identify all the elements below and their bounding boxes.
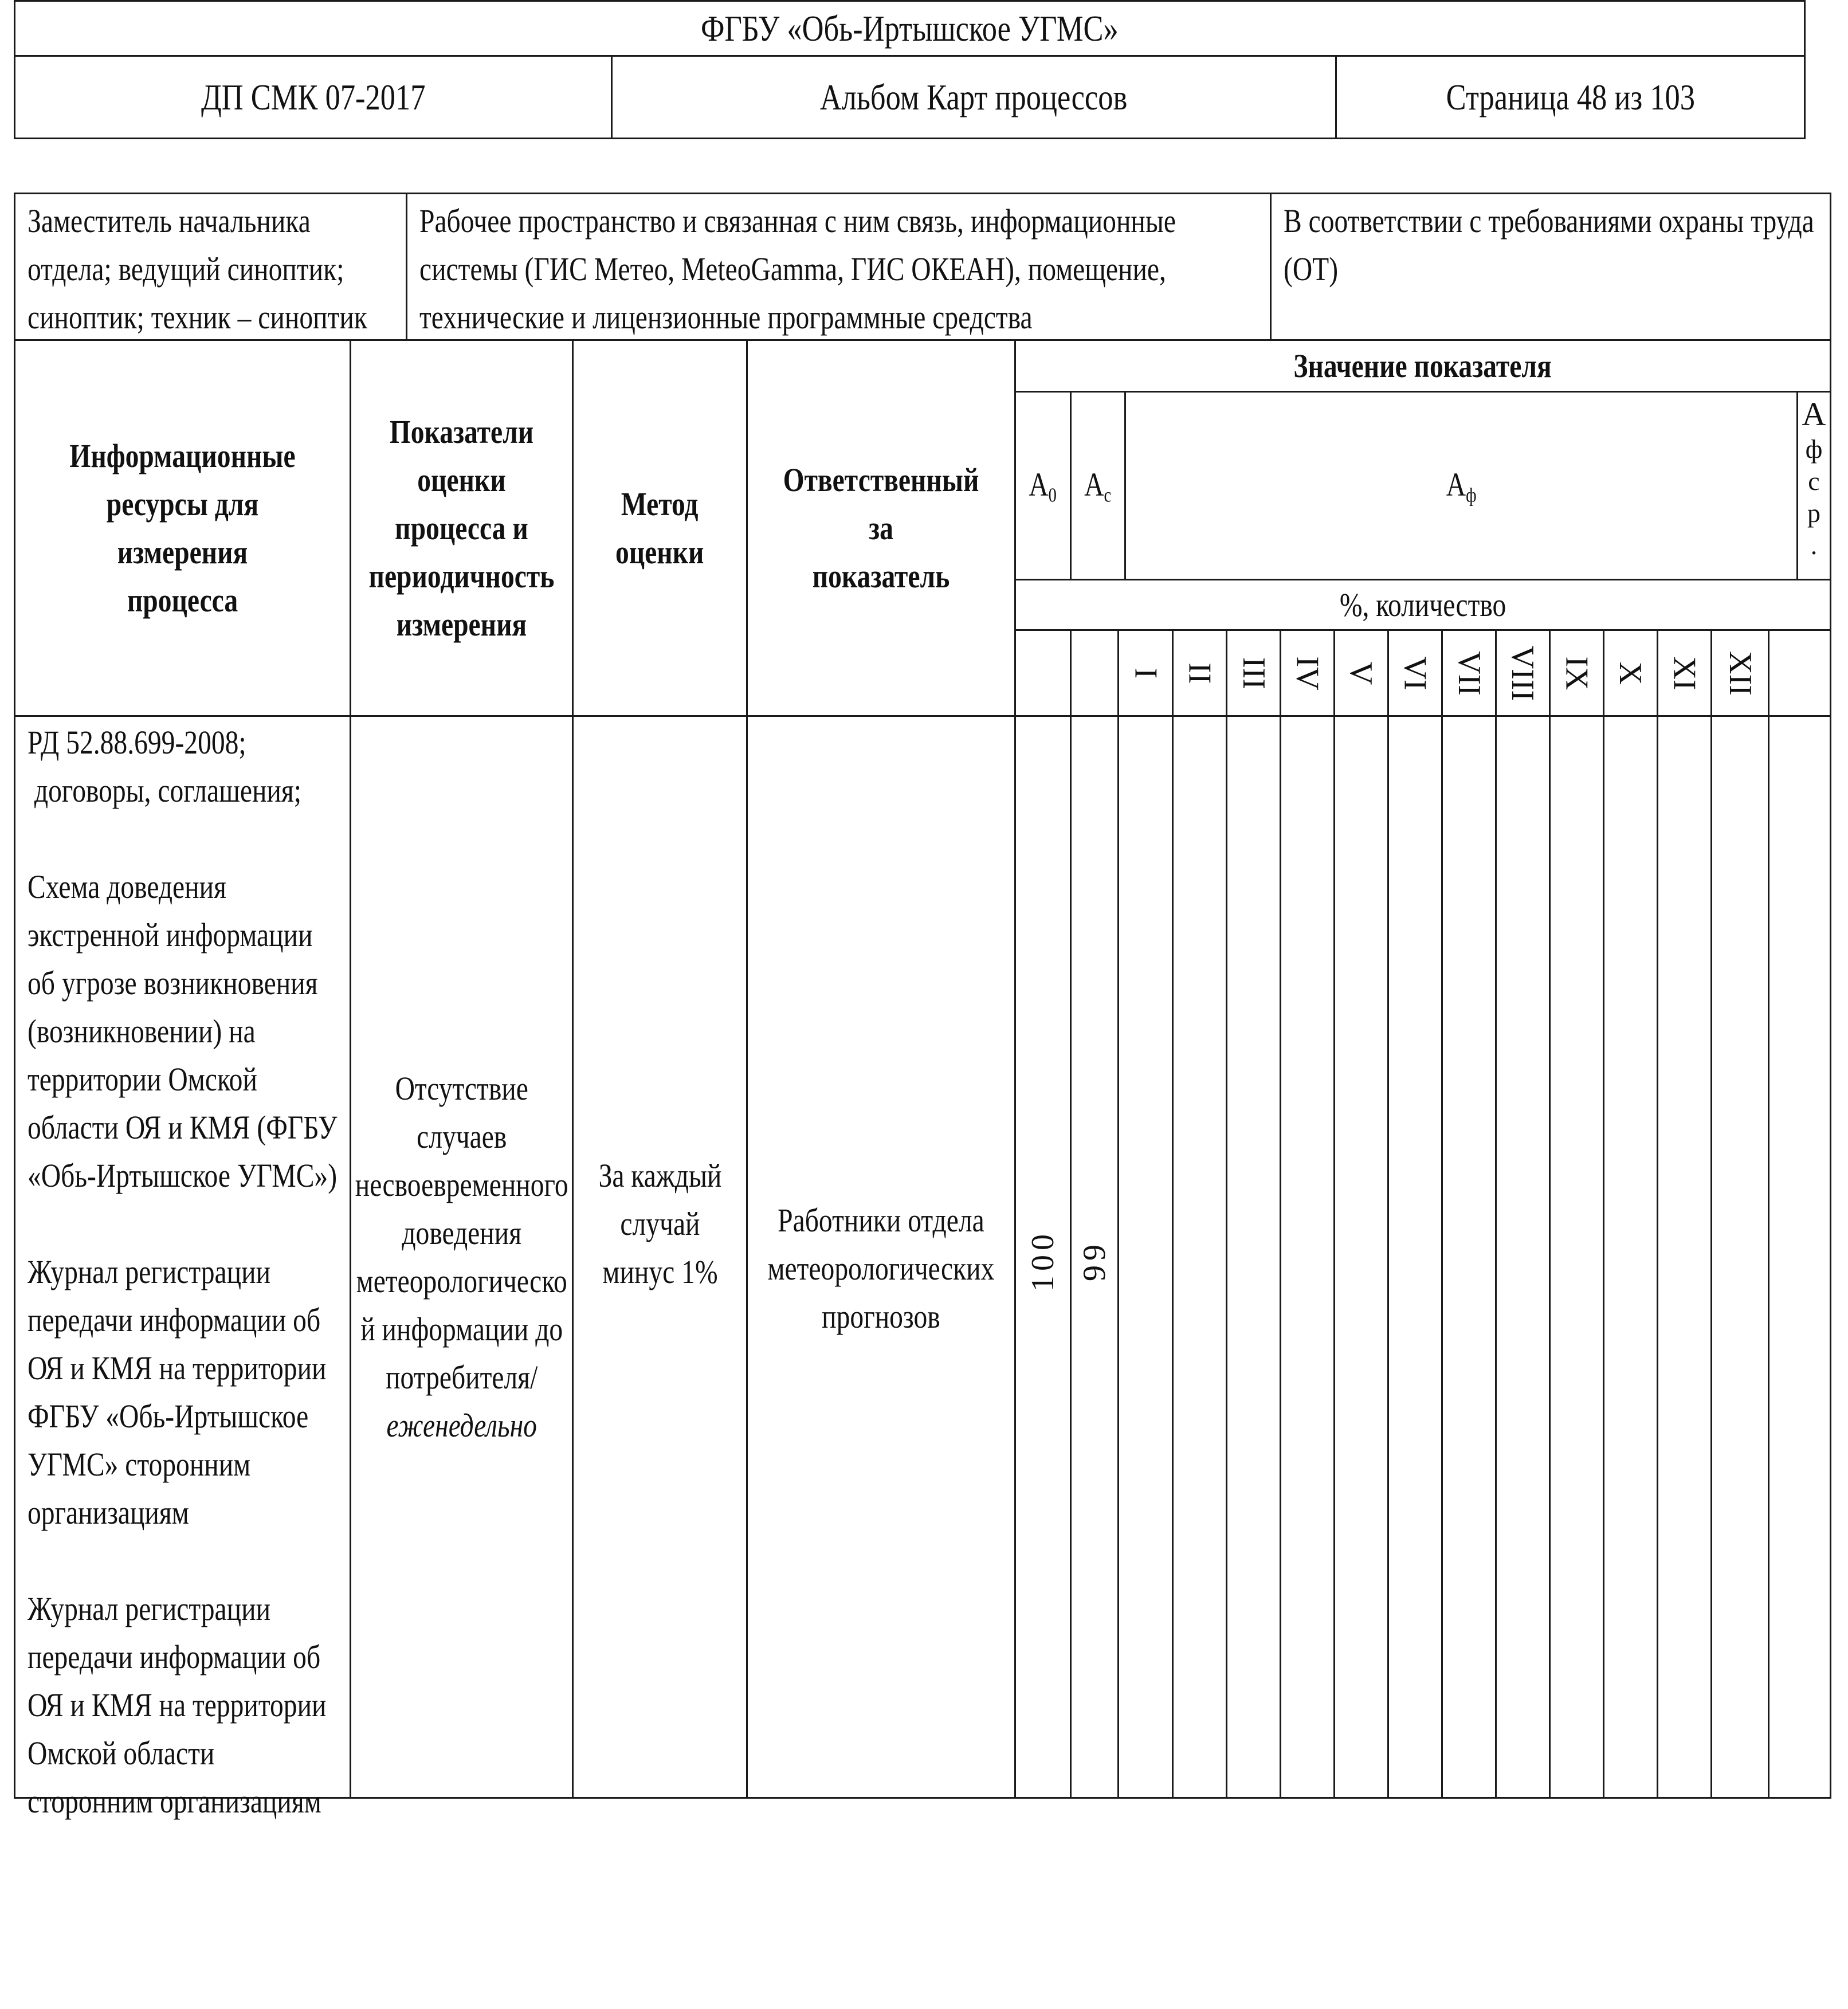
info-line: передачи информации об — [28, 1301, 321, 1339]
info-line: территории Омской — [28, 1061, 257, 1098]
header-ac-base: А — [1084, 466, 1104, 504]
info-line: Омской области — [28, 1735, 215, 1772]
page-number — [1337, 57, 1804, 138]
header-units-text: %, количество — [1339, 586, 1506, 623]
method-line: случай — [619, 1205, 700, 1242]
month-divider-9 — [1603, 629, 1604, 1799]
header-af-base: А — [1446, 466, 1466, 504]
workspace-line: технические и лицензионные программные средства — [419, 299, 1033, 336]
header-afsr-char: . — [1810, 531, 1818, 560]
responsible-line: прогнозов — [822, 1298, 940, 1335]
indicator-line: потребителя/ — [385, 1358, 538, 1396]
info-line — [28, 1200, 356, 1248]
header-afsr-char: р — [1807, 499, 1820, 528]
header-af-sub: ф — [1465, 484, 1477, 507]
month-divider-10 — [1657, 629, 1658, 1799]
header-afsr — [1798, 395, 1830, 562]
responsible-line: метеорологических — [767, 1250, 995, 1287]
month-label-3: III — [1235, 657, 1272, 689]
header-afsr-char: ф — [1805, 434, 1823, 464]
header-a0-base: А — [1029, 466, 1049, 504]
info-line: экстренной информации — [28, 916, 313, 954]
info-line: (возникновении) на — [28, 1013, 256, 1050]
info-line: РД 52.88.699-2008; — [28, 724, 246, 761]
info-line: УГМС» сторонним — [28, 1446, 251, 1483]
header-info-line: процесса — [127, 581, 238, 619]
table-border-top — [14, 193, 1831, 194]
header-method-line: Метод — [621, 485, 699, 523]
month-label-7: VII — [1451, 650, 1487, 696]
info-line: ОЯ и КМЯ на территории — [28, 1686, 327, 1724]
header-indicators-line: измерения — [396, 605, 527, 643]
header-af — [1126, 393, 1796, 579]
month-divider-5 — [1387, 629, 1389, 1799]
organization-title — [15, 2, 1804, 55]
organization-title-text: ФГБУ «Обь-Иртышское УГМС» — [701, 7, 1119, 49]
header-a0 — [1016, 393, 1070, 579]
month-label-8: VIII — [1505, 645, 1541, 701]
info-line: передачи информации об — [28, 1638, 321, 1676]
month-label-2: II — [1182, 662, 1218, 684]
header-info-resources — [15, 341, 350, 715]
method-line: За каждый — [598, 1157, 721, 1194]
month-label-4: IV — [1289, 656, 1325, 690]
month-divider-8 — [1549, 629, 1551, 1799]
table-border-right — [1830, 193, 1831, 1799]
header-responsible-line: Ответственный за — [783, 461, 979, 547]
workspace-line: Рабочее пространство и связанная с ним связь, информационные — [419, 202, 1176, 240]
a0-value-text: 100 — [1025, 1230, 1061, 1292]
workspace-line: системы (ГИС Метео, MeteoGamma, ГИС ОКЕАН), помещение, — [419, 250, 1166, 288]
indicator-period: еженедельно — [386, 1406, 537, 1444]
ac-value — [1072, 1203, 1117, 1318]
header-method-line: оценки — [615, 533, 704, 571]
resources-divider-2 — [1270, 193, 1272, 341]
header-border-right — [1804, 0, 1806, 139]
indicator-line: Отсутствие — [395, 1069, 528, 1107]
month-divider-6 — [1441, 629, 1443, 1799]
responsible-cell — [748, 717, 1014, 1820]
header-indicators — [351, 341, 572, 715]
info-line: Журнал регистрации — [28, 1253, 271, 1290]
month-label-6: VI — [1397, 656, 1433, 690]
header-info-line: ресурсы для измерения — [106, 485, 259, 571]
info-line: договоры, соглашения; — [28, 772, 301, 809]
a0-value — [1016, 1203, 1070, 1318]
header-indicators-line: Показатели — [389, 413, 534, 450]
staff-cell — [28, 197, 403, 342]
album-title — [613, 57, 1335, 138]
info-line: организациям — [28, 1494, 189, 1531]
header-ac-sub: с — [1104, 484, 1112, 507]
month-label-11: XI — [1666, 656, 1702, 690]
resources-divider-1 — [406, 193, 407, 341]
header-indicators-line: процесса и — [395, 509, 528, 547]
header-method — [574, 341, 746, 715]
month-label-5: V — [1343, 661, 1379, 685]
ac-value-text: 99 — [1077, 1240, 1112, 1281]
page-number-text: Страница 48 из 103 — [1446, 76, 1695, 117]
staff-line: Заместитель начальника — [28, 202, 311, 240]
staff-line: отдела; ведущий синоптик; — [28, 250, 344, 288]
workspace-cell — [419, 197, 1265, 342]
method-cell — [574, 717, 746, 1731]
month-label-12: XII — [1722, 650, 1758, 696]
month-divider-2 — [1226, 629, 1227, 1799]
info-line: области ОЯ и КМЯ (ФГБУ — [28, 1109, 338, 1146]
header-info-line: Информационные — [69, 437, 296, 474]
responsible-line: Работники отдела — [778, 1202, 984, 1239]
col-divider-ac-lower — [1117, 629, 1119, 1799]
indicator-line: доведения — [402, 1214, 521, 1251]
info-line — [28, 815, 356, 863]
header-a0-sub: 0 — [1049, 484, 1057, 507]
month-label-10: X — [1612, 661, 1649, 685]
header-indicators-line: периодичность — [368, 557, 555, 595]
info-line: Схема доведения — [28, 868, 226, 905]
header-indicators-line: оценки — [417, 461, 506, 499]
month-label-9: IX — [1559, 656, 1595, 690]
info-resources-cell — [28, 719, 356, 1826]
header-afsr-char: с — [1808, 466, 1820, 496]
header-responsible — [748, 341, 1014, 715]
header-value-group — [1016, 341, 1830, 391]
info-line: сторонним организациям — [28, 1783, 321, 1820]
month-divider-1 — [1172, 629, 1174, 1799]
indicator-line: метеорологическо — [356, 1262, 567, 1300]
month-divider-3 — [1280, 629, 1281, 1799]
header-border-bottom — [14, 138, 1806, 139]
indicator-cell — [351, 717, 572, 1797]
info-line: Журнал регистрации — [28, 1590, 271, 1627]
info-line: «Обь-Иртышское УГМС») — [28, 1157, 338, 1194]
month-divider-11 — [1710, 629, 1712, 1799]
month-divider-12 — [1768, 629, 1769, 1799]
safety-cell — [1284, 197, 1829, 293]
month-divider-4 — [1333, 629, 1335, 1799]
indicator-line: несвоевременного — [355, 1166, 568, 1203]
month-label-1: I — [1128, 668, 1163, 678]
safety-line: (ОТ) — [1284, 250, 1339, 288]
header-value-group-text: Значение показателя — [1293, 347, 1552, 384]
info-line — [28, 1537, 356, 1585]
header-ac — [1072, 393, 1124, 579]
header-units — [1016, 580, 1830, 629]
info-line: ФГБУ «Обь-Иртышское — [28, 1398, 309, 1435]
info-line: об угрозе возникновения — [28, 964, 318, 1002]
info-line: ОЯ и КМЯ на территории — [28, 1349, 327, 1387]
document-code — [15, 57, 611, 138]
staff-line: синоптик; техник – синоптик — [28, 299, 367, 336]
month-divider-7 — [1495, 629, 1497, 1799]
header-afsr-char: А — [1802, 395, 1826, 433]
method-line: минус 1% — [602, 1253, 718, 1290]
indicator-line: й информации до — [360, 1310, 563, 1348]
album-title-text: Альбом Карт процессов — [820, 76, 1128, 117]
header-responsible-line: показатель — [812, 557, 950, 595]
safety-line: В соответствии с требованиями охраны труда — [1284, 202, 1814, 240]
indicator-line: случаев — [416, 1117, 507, 1155]
document-code-text: ДП СМК 07-2017 — [201, 76, 426, 117]
